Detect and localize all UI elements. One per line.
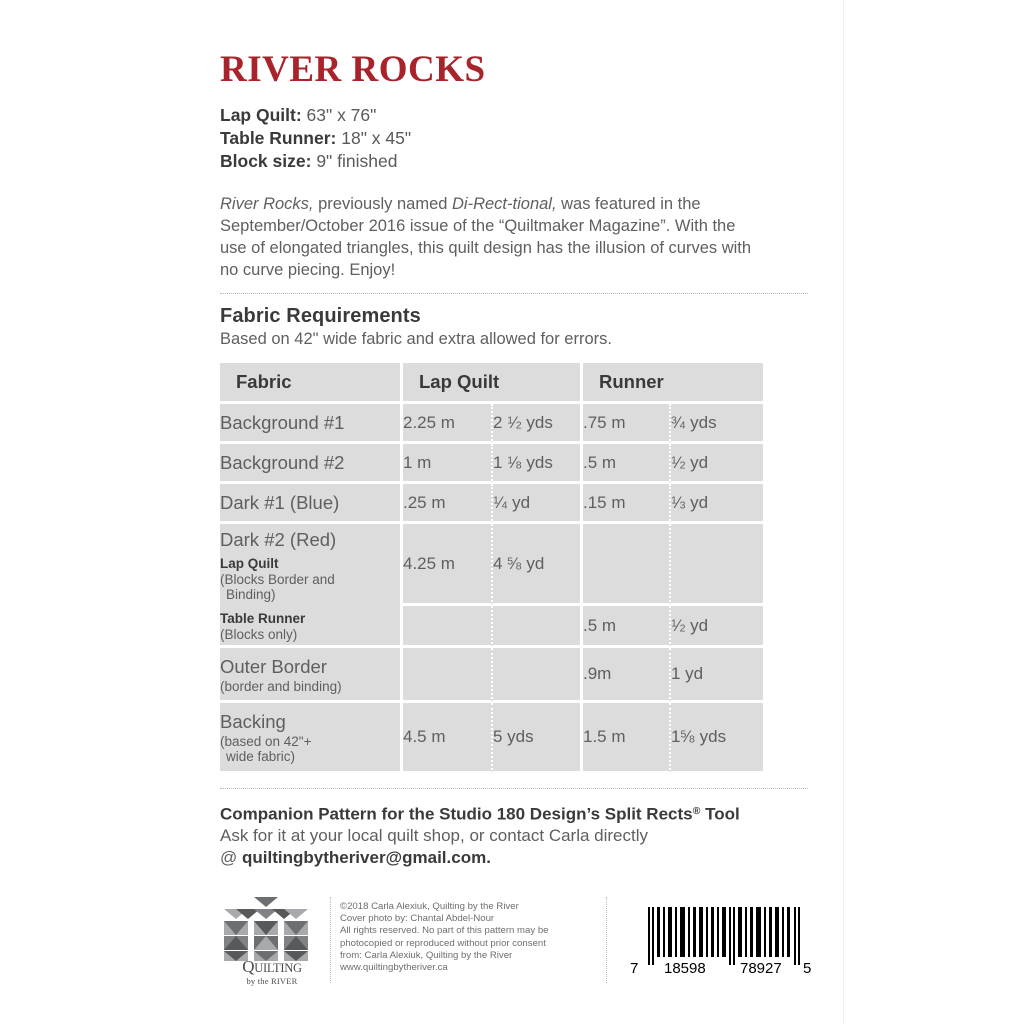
lap-yd-unit: yd — [512, 492, 531, 512]
column-header-fabric: Fabric — [220, 363, 403, 404]
cell-runner-metric: .75 m — [583, 404, 671, 444]
run-yd-num: 1 — [671, 454, 677, 467]
cell-fabric-name: Dark #1 (Blue) — [220, 484, 403, 524]
dark2-sub1-note-b: Binding) — [226, 586, 276, 602]
logo-wordmark-line1 — [228, 959, 316, 976]
lap-yd-den: 2 — [515, 419, 522, 432]
cell-fabric-name-outer-border — [220, 648, 403, 703]
outer-border-title: Outer Border — [220, 655, 327, 677]
run-yd-den: 3 — [679, 499, 686, 512]
description-paragraph — [220, 193, 760, 281]
run-yd-fraction: $^5⁄_8$ — [680, 728, 695, 746]
cell-runner-metric: .5 m — [583, 444, 671, 484]
barcode-right-digit: 5 — [803, 960, 812, 977]
companion-headline — [220, 800, 820, 825]
run-yd-den: 2 — [679, 622, 686, 635]
cell-runner-yards — [671, 444, 763, 484]
fabric-requirements-subheading: Based on 42" wide fabric and extra allowed for errors. — [220, 330, 612, 348]
companion-line2: Ask for it at your local quilt shop, or contact Carla directly — [220, 826, 649, 846]
run-yd-fraction: $^1⁄_2$ — [671, 453, 686, 472]
dark2-sub2-title: Table Runner — [220, 610, 306, 626]
footer-divider-left — [330, 897, 331, 983]
cell-lap-metric: 4.25 m — [403, 524, 493, 606]
lap-yd-whole: 1 — [493, 452, 503, 472]
logo-letters-uilting: UILTING — [254, 961, 302, 975]
copyright-line-1: ©2018 Carla Alexiuk, Quilting by the River — [340, 901, 519, 912]
cell-runner-yards — [671, 484, 763, 524]
cell-lap-metric: 1 m — [403, 444, 493, 484]
registered-mark-icon: ® — [692, 805, 701, 817]
lap-yd-den: 4 — [501, 499, 508, 512]
lap-yd-unit: yds — [526, 412, 553, 432]
column-header-runner: Runner — [583, 363, 763, 404]
lap-yd-num: 1 — [507, 454, 514, 467]
lap-yd-den: 8 — [515, 459, 522, 472]
fabric-requirements-table — [220, 363, 763, 774]
run-yd-num: 1 — [671, 494, 677, 507]
run-yd-num: 3 — [671, 414, 677, 427]
backing-title: Backing — [220, 711, 286, 732]
page-edge-line — [843, 0, 844, 1024]
run-yd-unit: yd — [690, 452, 709, 472]
backing-note-a: (based on 42"+ — [220, 734, 312, 749]
cell-runner-metric: .9m — [583, 648, 671, 703]
companion-line3 — [220, 847, 820, 869]
run-yd-fraction: $^1⁄_2$ — [671, 616, 686, 635]
quilting-by-the-river-logo — [218, 895, 314, 987]
barcode-group-1: 18598 — [664, 960, 706, 977]
cell-lap-metric: 4.5 m — [403, 703, 493, 774]
cell-runner-yards — [671, 404, 763, 444]
table-row — [220, 484, 763, 524]
logo-tagline: by the RIVER — [246, 976, 298, 986]
copyright-line-4: photocopied or reproduced without prior consent — [340, 937, 546, 949]
run-yd-unit: yd — [690, 615, 709, 635]
cell-runner-metric-empty — [583, 524, 671, 606]
cell-fabric-name-dark2 — [220, 524, 403, 648]
companion-headline-tail: Tool — [700, 804, 740, 824]
spec-table-runner — [220, 127, 820, 150]
run-yd-fraction: $^3⁄_4$ — [671, 413, 686, 432]
table-header-row — [220, 363, 763, 404]
logo-triangles-icon — [218, 895, 314, 965]
cell-lap-metric: .25 m — [403, 484, 493, 524]
cell-lap-yards-empty — [493, 606, 583, 648]
copyright-line-6: www.quiltingbytheriver.ca — [340, 962, 448, 974]
barcode-icon — [628, 901, 812, 979]
lap-yd-fraction: $^1⁄_4$ — [493, 493, 508, 512]
cell-runner-yards-empty — [671, 524, 763, 606]
spec-lap-quilt-value: 63" x 76" — [306, 105, 377, 125]
cell-runner-yards — [671, 703, 763, 774]
fabric-requirements-heading: Fabric Requirements — [220, 305, 421, 327]
lap-yd-num: 1 — [507, 414, 514, 427]
run-yd-num: 1 — [671, 617, 677, 630]
cell-fabric-name-backing — [220, 703, 403, 774]
page-title: RIVER ROCKS — [220, 49, 486, 90]
dark2-title: Dark #2 (Red) — [220, 528, 337, 550]
footer-divider-right — [606, 897, 607, 983]
contact-email[interactable]: quiltingbytheriver@gmail.com. — [241, 848, 491, 868]
column-header-lap-quilt: Lap Quilt — [403, 363, 583, 404]
dark2-sub1-note-a: (Blocks Border and — [220, 571, 335, 587]
spec-lap-quilt-label: Lap Quilt: — [220, 105, 302, 125]
lap-yd-whole: 2 — [493, 412, 503, 432]
run-yd-whole: 1 — [671, 727, 681, 746]
lap-yd-fraction: $^1⁄_2$ — [507, 413, 522, 432]
lap-yd-num: 1 — [493, 494, 499, 507]
cell-fabric-name: Background #2 — [220, 444, 403, 484]
barcode-left-digit: 7 — [630, 960, 639, 977]
companion-block — [220, 800, 820, 869]
logo-letter-q: Q — [242, 957, 255, 976]
table-row — [220, 404, 763, 444]
cell-lap-yards — [493, 524, 583, 606]
cell-lap-yards — [493, 404, 583, 444]
cell-lap-metric-empty — [403, 606, 493, 648]
divider-above-companion — [220, 788, 808, 789]
copyright-block — [340, 901, 602, 974]
dark2-sub1-title: Lap Quilt — [220, 555, 279, 571]
run-yd-fraction: $^1⁄_3$ — [671, 493, 686, 512]
run-yd-unit: yds — [690, 412, 717, 432]
lap-yd-whole: 4 — [493, 553, 503, 573]
spec-block-size — [220, 150, 820, 173]
spec-block-size-label: Block size: — [220, 151, 312, 171]
lap-yd-unit: yds — [526, 452, 553, 472]
cell-lap-yards — [493, 484, 583, 524]
spec-table-runner-value: 18" x 45" — [341, 128, 412, 148]
table-row — [220, 648, 763, 703]
run-yd-unit: yd — [690, 492, 709, 512]
barcode — [628, 901, 812, 979]
cell-runner-metric: 1.5 m — [583, 703, 671, 774]
cell-lap-metric: 2.25 m — [403, 404, 493, 444]
cell-lap-yards — [493, 648, 583, 703]
companion-headline-text: Companion Pattern for the Studio 180 Design’s Split Rects — [220, 804, 693, 824]
logo-wordmark — [228, 959, 316, 986]
outer-border-note: (border and binding) — [220, 678, 342, 694]
description-seg1: previously named — [313, 195, 453, 213]
run-yd-den: 8 — [689, 733, 695, 746]
lap-yd-unit: yd — [526, 553, 545, 573]
at-symbol: @ — [220, 848, 242, 868]
cell-runner-metric: .5 m — [583, 606, 671, 648]
dark2-sub2-note: (Blocks only) — [220, 626, 298, 642]
spec-table-runner-label: Table Runner: — [220, 128, 337, 148]
cell-lap-yards: 5 yds — [493, 703, 583, 774]
spec-lap-quilt — [220, 104, 820, 127]
run-yd-den: 4 — [679, 419, 686, 432]
cell-lap-metric — [403, 648, 493, 703]
lap-yd-fraction: $^1⁄_8$ — [507, 453, 522, 472]
cell-runner-yards: 1 yd — [671, 648, 763, 703]
cell-lap-yards — [493, 444, 583, 484]
cell-runner-metric: .15 m — [583, 484, 671, 524]
table-row — [220, 703, 763, 774]
lap-yd-num: 5 — [507, 555, 514, 568]
lap-yd-fraction: $^5⁄_8$ — [507, 554, 522, 573]
copyright-line-5: from: Carla Alexiuk, Quilting by the River — [340, 949, 513, 961]
spec-block-size-value: 9" finished — [316, 151, 398, 171]
cell-fabric-name: Background #1 — [220, 404, 403, 444]
description-old-name: Di-Rect-tional, — [452, 195, 557, 213]
divider-above-fabric-requirements — [220, 293, 808, 294]
table-row — [220, 524, 763, 606]
main-content — [220, 0, 820, 869]
copyright-line-2: Cover photo by: Chantal Abdel-Nour — [340, 913, 495, 925]
lap-yd-den: 8 — [515, 560, 522, 573]
description-seg2: was featured in the September/October 2016 issue of the “Quiltmaker Magazine”. With the use of elongated triangles, this quilt design has the illusion of curves with no curve piecing. Enjoy! — [220, 195, 752, 279]
spec-list — [220, 104, 820, 173]
page-footer — [212, 893, 812, 993]
run-yd-unit: yds — [699, 727, 727, 746]
barcode-group-2: 78927 — [740, 960, 782, 977]
table-row — [220, 444, 763, 484]
run-yd-num: 5 — [680, 728, 687, 741]
copyright-line-3: All rights reserved. No part of this pattern may be — [340, 925, 549, 937]
backing-note-b: wide fabric) — [226, 749, 296, 764]
cell-runner-yards — [671, 606, 763, 648]
run-yd-den: 2 — [679, 459, 686, 472]
description-pattern-name: River Rocks, — [220, 195, 314, 213]
